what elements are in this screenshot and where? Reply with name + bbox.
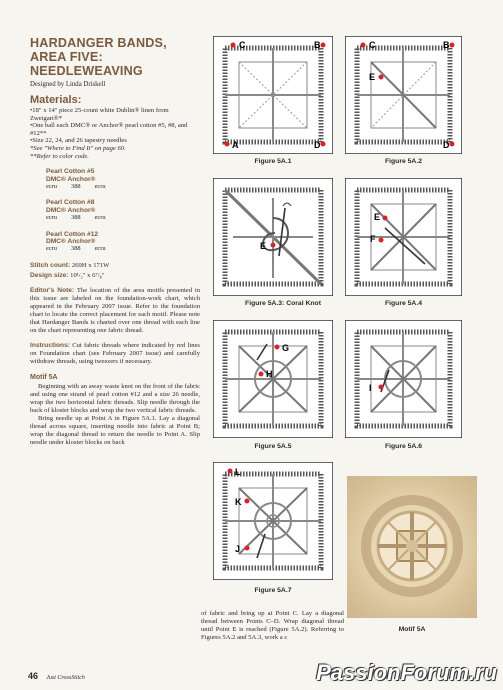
figure-5a3: [213, 178, 333, 296]
figure-5a1: [213, 36, 333, 154]
point-label: D: [314, 140, 321, 150]
figure-5a4-diagram: [345, 178, 462, 296]
magazine-name: Just CrossStitch: [46, 675, 85, 681]
thread-value: ecru: [94, 182, 106, 190]
stitch-count-value: 269H x 171W: [71, 261, 110, 269]
figure-5a2: [345, 36, 462, 154]
thread-brands: DMC® Anchor®: [46, 175, 96, 183]
point-label: E: [369, 72, 376, 82]
figure-5a7-diagram: [213, 462, 333, 580]
editors-note-text: The location of the area motifs presented in this issue are labeled on the foundation-work chart, which appeared in the February 2007 issue. Refer to the foundation chart to locate the correct placement for each motif. Please note that Hardanger Bands is charted over one thread with each line on the chart representing one fabric thread.: [30, 286, 200, 334]
motif-photo-drawing: [347, 476, 477, 618]
point-label: F: [370, 234, 376, 244]
thread-value: 388: [71, 214, 81, 222]
figure-caption: Figure 5A.7: [254, 587, 292, 594]
point-label: B: [443, 40, 450, 50]
figure-5a4: [345, 178, 462, 296]
point-label: E: [374, 212, 381, 222]
material-item: •One ball each DMC® or Anchor® pearl cotton #5, #8, and #12**: [30, 122, 188, 137]
materials-list: [30, 107, 200, 145]
title-line: HARDANGER BANDS,: [30, 36, 167, 50]
figure-caption: Motif 5A: [398, 626, 426, 633]
point-label: H: [266, 369, 273, 379]
motif-paragraph: Beginning with an away waste knot on the front of the fabric and using one strand of pearl cotton #12 and a size 26 needle, wrap the two horizontal fabric threads. Slip needle through the back of kloster blocks and wrap the two vertical fabric threads.: [30, 382, 200, 414]
left-column: [30, 36, 200, 447]
motif-paragraph: Bring needle up at Point A in Figure 5A.1. Lay a diagonal thread across square, inserting needle into fabric at Point B; wrap the diagonal thread to return the needle to Point A. Slip needle under kloster blocks on back: [30, 414, 200, 446]
thread-name: Pearl Cotton #8: [46, 199, 95, 207]
figure-5a2-diagram: [345, 36, 462, 154]
thread-block: [46, 231, 200, 253]
title-line: NEEDLEWEAVING: [30, 64, 143, 78]
thread-brands: DMC® Anchor®: [46, 206, 96, 214]
thread-name: Pearl Cotton #12: [46, 230, 99, 238]
page-footer: [28, 671, 85, 681]
thread-value: ecru: [94, 245, 106, 253]
thread-value: ecru: [46, 214, 57, 222]
motif-photo: [347, 476, 477, 618]
figure-5a5: [213, 320, 333, 438]
point-label: G: [282, 343, 290, 353]
instructions-text: Cut fabric threads where indicated by red lines on Foundation chart (see February 2007 issue) and carefully withdraw threads, using tweezers if necessary.: [30, 341, 200, 365]
footnote: *See "Where to Find It" on page 60.: [30, 144, 126, 152]
stitch-count: [30, 262, 200, 270]
thread-value: ecru: [46, 182, 57, 190]
design-size-value: 10¹/₂" x 6⁷/₈": [70, 271, 105, 279]
material-item: •18" x 14" piece 25-count white Dublin® linen from Zweigart®*: [30, 107, 169, 122]
thread-name: Pearl Cotton #5: [46, 168, 95, 176]
thread-value: 388: [71, 245, 81, 253]
point-label: L: [235, 467, 241, 477]
thread-key: [46, 168, 200, 253]
point-label: D: [443, 140, 450, 150]
figure-5a7: [213, 462, 333, 580]
motif-heading: Motif 5A: [30, 373, 58, 381]
thread-value: ecru: [94, 214, 106, 222]
point-label: E: [260, 241, 267, 251]
point-label: I: [369, 383, 372, 393]
figure-5a6-diagram: [345, 320, 462, 438]
thread-brands: DMC® Anchor®: [46, 238, 96, 245]
figure-5a1-diagram: [213, 36, 333, 154]
stitch-count-label: Stitch count:: [30, 261, 71, 269]
figure-caption: Figure 5A.4: [384, 300, 422, 307]
title-line: AREA FIVE:: [30, 50, 103, 64]
designer-credit: Designed by Linda Driskell: [30, 81, 106, 88]
editors-note: [30, 287, 200, 335]
materials-heading: Materials:: [30, 94, 82, 106]
figure-caption: Figure 5A.3: Coral Knot: [245, 300, 321, 307]
point-label: C: [369, 40, 376, 50]
point-label: A: [232, 140, 239, 150]
thread-block: [46, 168, 200, 190]
figure-5a3-diagram: [213, 178, 333, 296]
figure-5a6: [345, 320, 462, 438]
figure-caption: Figure 5A.1: [254, 158, 292, 165]
thread-block: [46, 199, 200, 221]
point-label: C: [239, 40, 246, 50]
editors-note-label: Editor's Note:: [30, 286, 75, 294]
continued-text: of fabric and bring up at Point C. Lay a diagonal thread between Points C–D. Wrap diagonal thread until Point E is reached (Figure 5A.2). Referring to Figures 5A.2 and 5A.3, work a c: [201, 610, 344, 641]
site-watermark: PassionForum.ru: [316, 660, 497, 685]
design-size: [30, 272, 200, 280]
thread-value: 388: [71, 182, 81, 190]
figure-5a5-diagram: [213, 320, 333, 438]
article-title: [30, 36, 200, 78]
instructions: [30, 342, 200, 366]
material-item: •Size 22, 24, and 26 tapestry needles: [30, 137, 127, 145]
page-number: 46: [28, 671, 39, 681]
figure-caption: Figure 5A.2: [384, 158, 422, 165]
thread-value: ecru: [46, 245, 57, 253]
point-label: J: [235, 544, 241, 554]
instructions-label: Instructions:: [30, 341, 70, 349]
point-label: B: [314, 40, 321, 50]
figure-caption: Figure 5A.6: [384, 443, 422, 450]
footnote: **Refer to color code.: [30, 152, 89, 160]
figure-caption: Figure 5A.5: [254, 443, 292, 450]
design-size-label: Design size:: [30, 271, 69, 279]
point-label: K: [235, 497, 242, 507]
